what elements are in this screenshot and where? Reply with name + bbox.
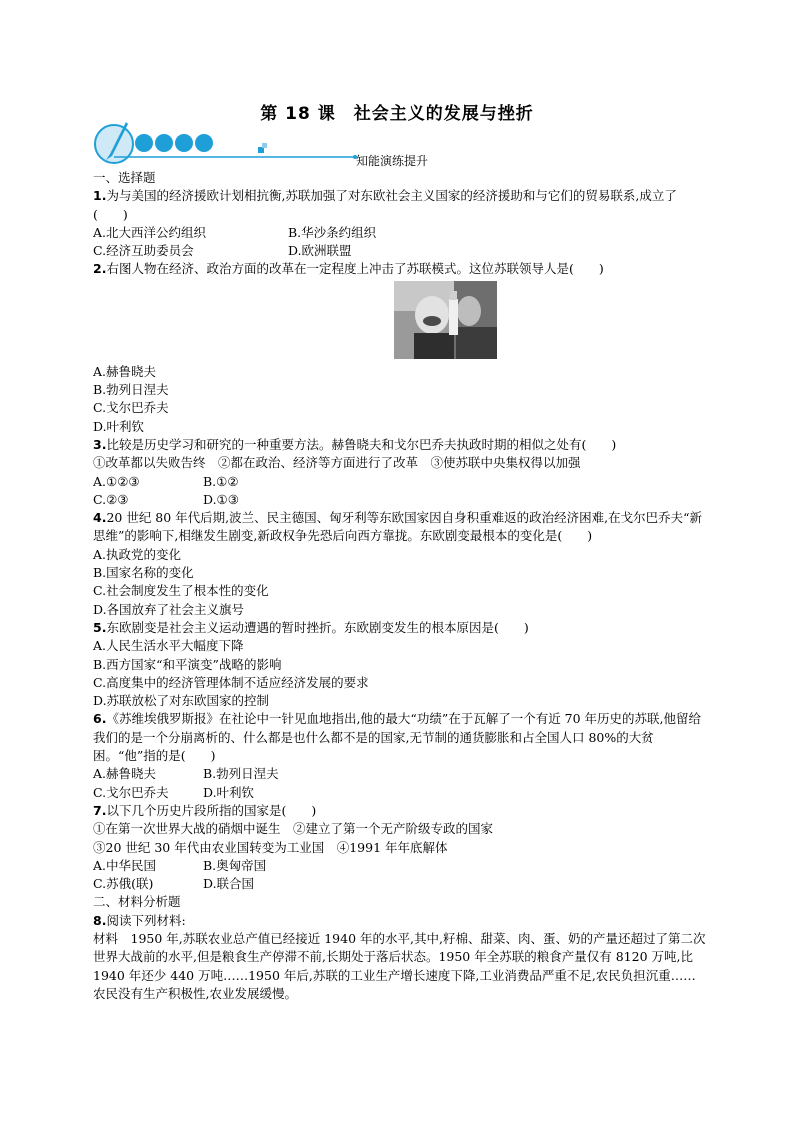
question-number: 6. — [93, 711, 107, 727]
question-items: ③20 世纪 30 年代由农业国转变为工业国 ④1991 年年底解体 — [93, 839, 448, 855]
option[interactable]: C.戈尔巴乔夫 — [93, 784, 169, 800]
question-number: 3. — [93, 436, 107, 452]
option[interactable]: C.高度集中的经济管理体制不适应经济发展的要求 — [93, 674, 369, 690]
option[interactable]: A.①②③ — [93, 473, 140, 489]
option[interactable]: D.欧洲联盟 — [288, 243, 352, 259]
option[interactable]: A.中华民国 — [93, 857, 157, 873]
option[interactable]: B.勃列日涅夫 — [93, 382, 169, 398]
question-text: 比较是历史学习和研究的一种重要方法。赫鲁晓夫和戈尔巴乔夫执政时期的相似之处有( ) — [106, 436, 617, 452]
option-row — [93, 473, 708, 491]
option[interactable]: B.勃列日涅夫 — [203, 766, 279, 782]
question-number: 5. — [93, 619, 107, 635]
section-heading: 一、选择题 — [93, 170, 156, 185]
question-6 — [93, 710, 708, 765]
option-row — [93, 224, 708, 242]
question-4 — [93, 509, 708, 546]
question-text: 《苏维埃俄罗斯报》在社论中一针见血地指出,他的最大“功绩”在于瓦解了一个有近 70 年历史的苏联,他留给我们的是一个分崩离析的、什么都是也什么都不是的国家,无节制的通货膨胀和占全国人口 80%的大贫困。“他”指的是( ) — [93, 711, 702, 764]
question-text: 为与美国的经济援欧计划相抗衡,苏联加强了对东欧社会主义国家的经济援助和与它们的贸易联系,成立了( ) — [93, 188, 677, 222]
question-text: 右图人物在经济、政治方面的改革在一定程度上冲击了苏联模式。这位苏联领导人是( ) — [106, 261, 604, 277]
option[interactable]: A.赫鲁晓夫 — [93, 363, 157, 379]
question-items: ①在第一次世界大战的硝烟中诞生 ②建立了第一个无产阶级专政的国家 — [93, 821, 494, 837]
question-2 — [93, 260, 708, 278]
option[interactable]: D.①③ — [203, 491, 239, 507]
section-heading: 二、材料分析题 — [93, 894, 181, 910]
photo-container — [93, 281, 708, 359]
question-number: 8. — [93, 912, 107, 928]
question-number: 1. — [93, 188, 107, 204]
banner-dot — [175, 134, 193, 152]
option-row — [93, 875, 708, 893]
banner-label: 知能演练提升 — [356, 154, 429, 168]
option[interactable]: B.华沙条约组织 — [288, 224, 377, 240]
option[interactable]: B.奥匈帝国 — [203, 857, 267, 873]
question-8 — [93, 912, 708, 930]
option[interactable]: C.戈尔巴乔夫 — [93, 400, 169, 416]
option-row — [93, 242, 708, 260]
leader-photo — [394, 281, 497, 359]
option[interactable]: B.西方国家“和平演变”战略的影响 — [93, 656, 282, 672]
banner-dot — [155, 134, 173, 152]
question-7 — [93, 802, 708, 820]
question-text: 20 世纪 80 年代后期,波兰、民主德国、匈牙利等东欧国家因自身积重难返的政治经济困难,在戈尔巴乔夫“新思维”的影响下,相继发生剧变,新政权争先恐后向西方靠拢。东欧剧变最根本的变化是( ) — [93, 510, 703, 544]
question-items: ①改革都以失败告终 ②都在政治、经济等方面进行了改革 ③使苏联中央集权得以加强 — [93, 455, 581, 471]
option-row — [93, 491, 708, 509]
option[interactable]: D.叶利钦 — [93, 418, 145, 434]
question-3 — [93, 436, 708, 454]
option[interactable]: B.国家名称的变化 — [93, 565, 194, 581]
option-row — [93, 784, 708, 802]
option[interactable]: D.叶利钦 — [203, 784, 255, 800]
question-5 — [93, 619, 708, 637]
material-text: 材料 1950 年,苏联农业总产值已经接近 1940 年的水平,其中,籽棉、甜菜、肉、蛋、奶的产量还超过了第二次世界大战前的水平,但是粮食生产停滞不前,长期处于落后状态。1950 年全苏联的粮食产量仅有 8120 万吨,比 1940 年还少 440 万吨……1950 年后,苏联的工业生产增长速度下降,工业消费品严重不足,农民负担沉重……农民没有生产积极性,农业发展缓慢。 — [93, 930, 706, 1001]
option[interactable]: C.苏俄(联) — [93, 876, 154, 892]
question-text: 东欧剧变是社会主义运动遭遇的暂时挫折。东欧剧变发生的根本原因是( ) — [106, 619, 529, 635]
option[interactable]: A.执政党的变化 — [93, 546, 182, 562]
banner-square — [262, 143, 267, 148]
option[interactable]: D.联合国 — [203, 876, 255, 892]
option-row — [93, 765, 708, 783]
question-content — [93, 169, 708, 1003]
option[interactable]: A.赫鲁晓夫 — [93, 766, 157, 782]
option[interactable]: A.北大西洋公约组织 — [93, 224, 207, 240]
question-1 — [93, 187, 708, 224]
option[interactable]: B.①② — [203, 473, 239, 489]
option[interactable]: C.社会制度发生了根本性的变化 — [93, 583, 269, 599]
question-number: 4. — [93, 510, 107, 526]
question-text: 以下几个历史片段所指的国家是( ) — [106, 802, 317, 818]
option[interactable]: C.②③ — [93, 491, 129, 507]
banner-dot — [135, 134, 153, 152]
option[interactable]: D.各国放弃了社会主义旗号 — [93, 601, 245, 617]
question-number: 7. — [93, 802, 107, 818]
option[interactable]: A.人民生活水平大幅度下降 — [93, 638, 244, 654]
banner-dot — [195, 134, 213, 152]
option-row — [93, 857, 708, 875]
option[interactable]: D.苏联放松了对东欧国家的控制 — [93, 693, 270, 709]
option[interactable]: C.经济互助委员会 — [93, 243, 194, 259]
question-text: 阅读下列材料: — [106, 912, 186, 928]
page-title: 第 18 课 社会主义的发展与挫折 — [260, 104, 534, 124]
question-number: 2. — [93, 261, 107, 277]
